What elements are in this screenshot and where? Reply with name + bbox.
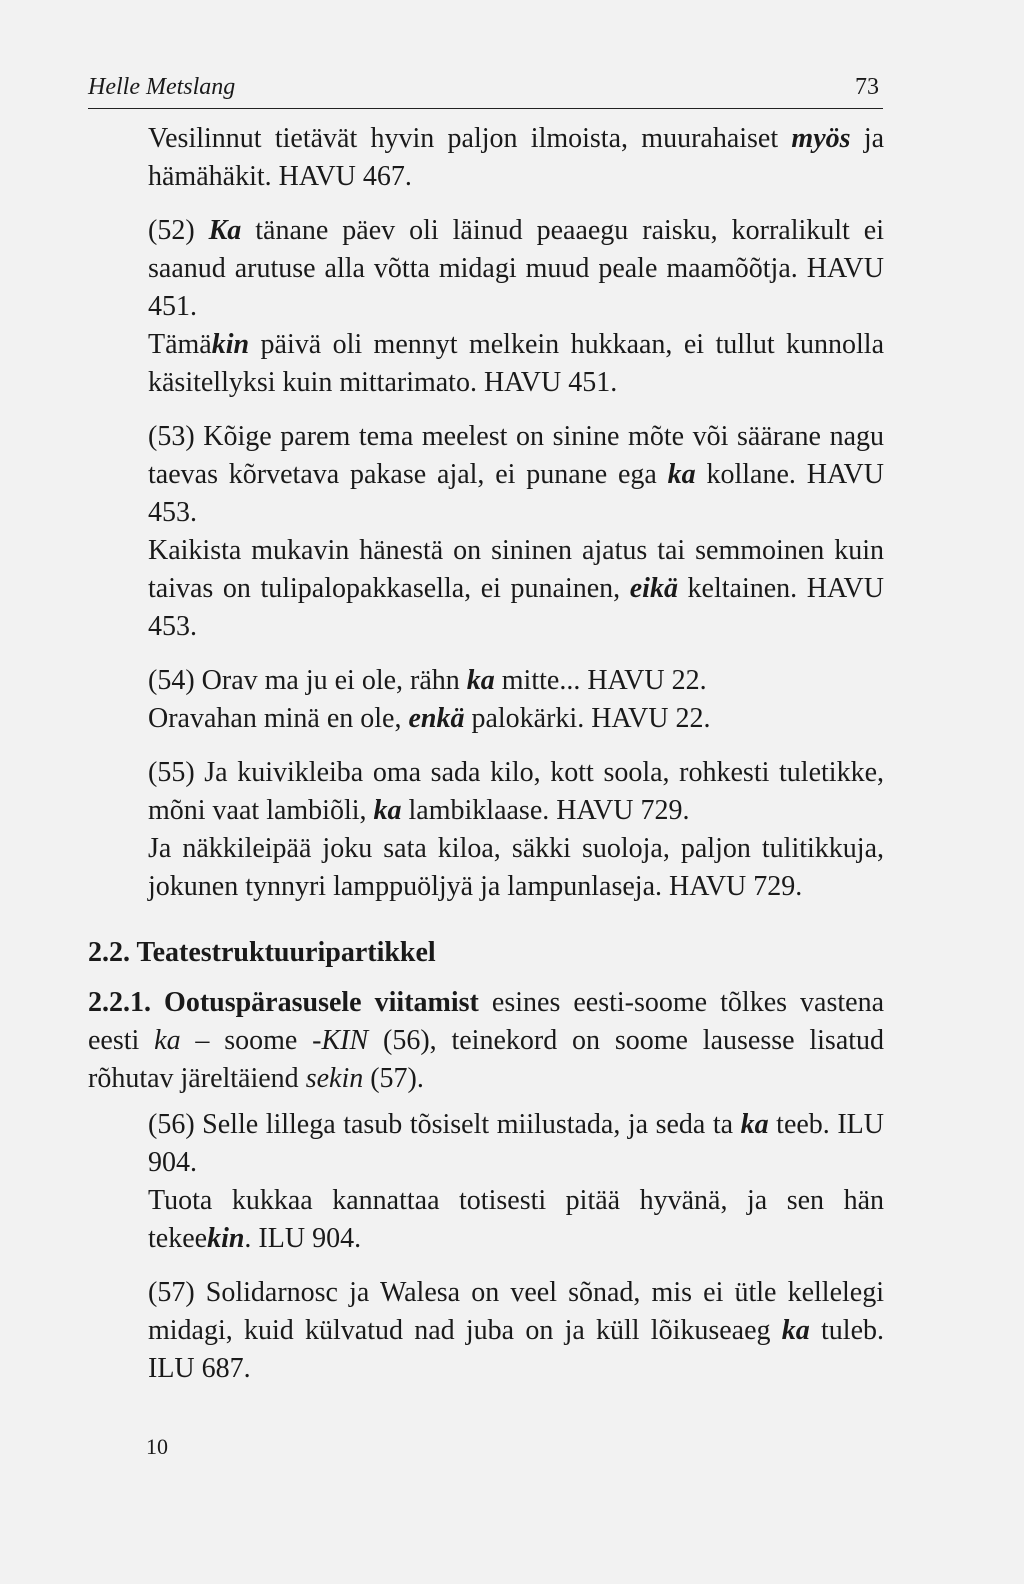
text-span: (56), teinekord on soome lausesse lisatud rõhutav järeltäiend bbox=[88, 1025, 885, 1094]
emphasis: ka bbox=[781, 1315, 810, 1346]
example-55-estonian bbox=[148, 754, 884, 830]
section-2-2-1-paragraph bbox=[88, 984, 884, 1098]
italic-term: sekin bbox=[305, 1063, 364, 1094]
text-span: päivä oli mennyt melkein hukkaan, ei tullut kunnolla käsitellyksi kuin mittarimato. HAVU 451. bbox=[148, 329, 884, 398]
page-number: 73 bbox=[855, 74, 879, 100]
text-span: mitte... HAVU 22. bbox=[501, 665, 707, 696]
emphasis: enkä bbox=[408, 703, 465, 734]
text-span: esines eesti-soome tõlkes vastena eesti bbox=[88, 987, 885, 1056]
header-author: Helle Metslang bbox=[88, 74, 236, 100]
example-55-finnish bbox=[148, 830, 884, 906]
text-span: (57) Solidarnosc ja Walesa on veel sõnad, mis ei ütle kellelegi midagi, kuid külvatud nad juba on ja küll lõikuseaeg bbox=[148, 1277, 884, 1346]
text-span: ja hämähäkit. HAVU 467. bbox=[148, 123, 885, 192]
emphasis: eikä bbox=[629, 573, 678, 604]
text-span: teeb. ILU 904. bbox=[148, 1109, 884, 1178]
text-span: palokärki. HAVU 22. bbox=[471, 703, 711, 734]
example-51-finnish bbox=[148, 120, 884, 196]
text-span: (57). bbox=[370, 1063, 424, 1094]
text-span: Kaikista mukavin hänestä on sininen ajatus tai semmoinen kuin taivas on tulipalopakkasella, ei punainen, bbox=[148, 535, 884, 604]
example-number: (52) bbox=[148, 215, 195, 246]
text-span: kollane. HAVU 453. bbox=[148, 459, 884, 528]
running-header bbox=[88, 72, 883, 109]
text-span: tänane päev oli läinud peaaegu raisku, korralikult ei saanud arutuse alla võtta midagi muud peale maamõõtja. HAVU 451. bbox=[148, 215, 885, 322]
example-54-estonian bbox=[148, 662, 884, 700]
emphasis: ka bbox=[667, 459, 696, 490]
text-span: (54) Orav ma ju ei ole, rähn bbox=[148, 665, 460, 696]
example-52-estonian bbox=[148, 212, 884, 326]
text-span: (55) Ja kuivikleiba oma sada kilo, kott soola, rohkesti tuletikke, mõni vaat lambiõli, bbox=[148, 757, 884, 826]
text-span: . ILU 904. bbox=[244, 1223, 362, 1254]
text-span: Tämä bbox=[148, 329, 212, 360]
emphasis: kin bbox=[207, 1223, 245, 1254]
text-span: Vesilinnut tietävät hyvin paljon ilmoista, muurahaiset bbox=[148, 123, 779, 154]
emphasis: kin bbox=[211, 329, 250, 360]
subsection-heading: 2.2.1. Ootuspärasusele viitamist bbox=[88, 987, 479, 1018]
emphasis: ka bbox=[740, 1109, 769, 1140]
emphasis: Ka bbox=[208, 215, 242, 246]
emphasis: myös bbox=[791, 123, 851, 154]
signature-mark: 10 bbox=[146, 1434, 168, 1459]
section-heading: 2.2. Teatestruktuuripartikkel bbox=[88, 937, 436, 968]
main-text bbox=[88, 120, 884, 1388]
text-span: lambiklaase. HAVU 729. bbox=[408, 795, 690, 826]
example-57-estonian bbox=[148, 1274, 884, 1388]
example-53-estonian bbox=[148, 418, 884, 532]
italic-term: ka bbox=[154, 1025, 181, 1056]
text-span: (53) Kõige parem tema meelest on sinine mõte või säärane nagu taevas kõrvetava pakase ajal, ei punane ega bbox=[148, 421, 884, 490]
text-span: Ja näkkileipää joku sata kiloa, säkki suoloja, paljon tulitikkuja, jokunen tynnyri lamppuöljyä ja lampunlaseja. HAVU 729. bbox=[148, 833, 884, 902]
text-span: Oravahan minä en ole, bbox=[148, 703, 402, 734]
example-52-finnish bbox=[148, 326, 884, 402]
italic-term: -KIN bbox=[312, 1025, 369, 1056]
example-56-finnish bbox=[148, 1182, 884, 1258]
text-span: tuleb. ILU 687. bbox=[148, 1315, 885, 1384]
emphasis: ka bbox=[466, 665, 495, 696]
example-53-finnish bbox=[148, 532, 884, 646]
text-span: – soome bbox=[195, 1025, 298, 1056]
example-54-finnish bbox=[148, 700, 884, 738]
text-span: (56) Selle lillega tasub tõsiselt miilustada, ja seda ta bbox=[148, 1109, 734, 1140]
text-span: Tuota kukkaa kannattaa totisesti pitää hyvänä, ja sen hän tekee bbox=[148, 1185, 884, 1254]
example-56-estonian bbox=[148, 1106, 884, 1182]
emphasis: ka bbox=[373, 795, 402, 826]
text-span: keltainen. HAVU 453. bbox=[148, 573, 884, 642]
